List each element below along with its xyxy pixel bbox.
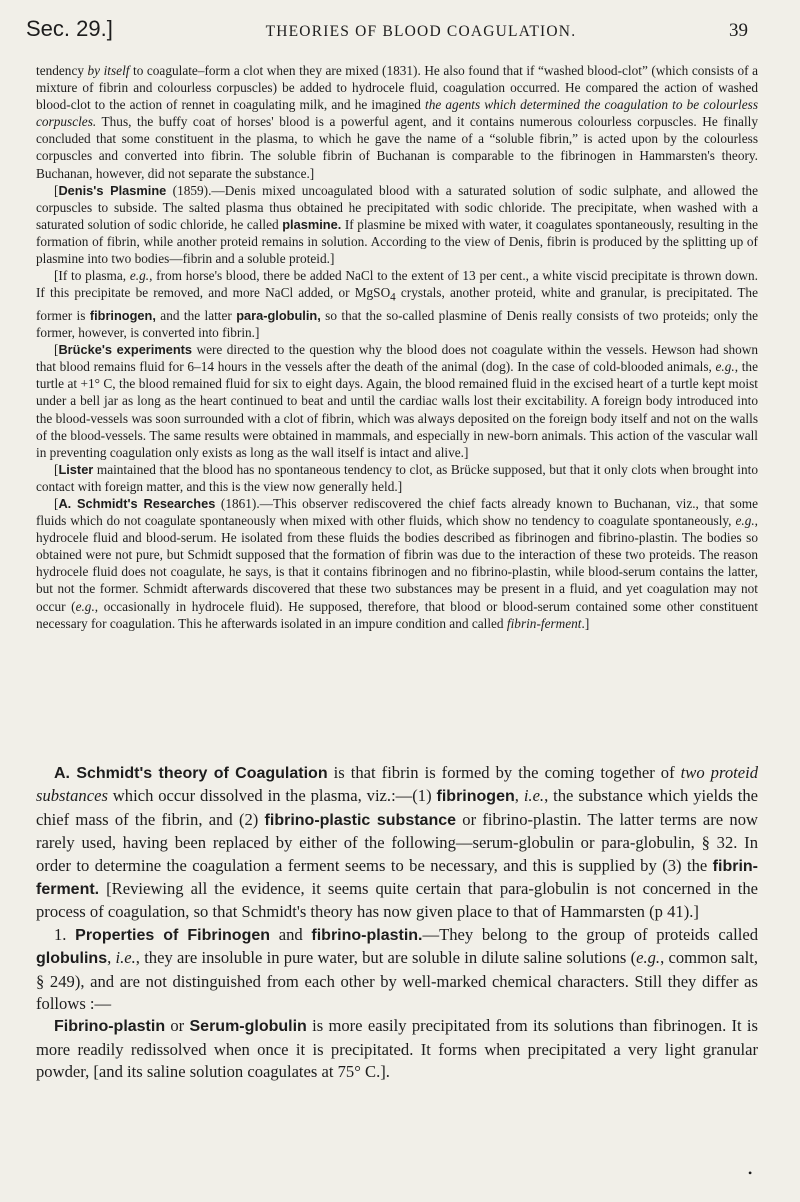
- page-mark: •: [748, 1166, 753, 1180]
- paragraph-properties-fibrinogen: 1. Properties of Fibrinogen and fibrino-plastin.—They belong to the group of proteids called globulins, i.e., they are insoluble in pure water, but are soluble in dilute saline solutions (e.g., common salt, § 249), and are not distinguished from each other by well-marked chemical characters. Still they differ as follows :—: [36, 924, 759, 1014]
- page-number: 39: [729, 20, 748, 41]
- paragraph-denis-plasmine: [Denis's Plasmine (1859).—Denis mixed uncoagulated blood with a saturated solution of sodic sulphate, and allowed the corpuscles to subside. The salted plasma thus obtained he precipitated with sodic chloride. The precipitate, when washed with a saturated solution of sodic chloride, he called plasmine. If plasmine be mixed with water, it coagulates spontaneously, resulting in the formation of fibrin, while another proteid remains in solution. According to the view of Denis, fibrin is produced by the splitting up of plasmine into two bodies—fibrin and a soluble proteid.]: [36, 182, 758, 267]
- section-label: Sec. 29.]: [26, 16, 113, 41]
- paragraph-fibrinogen-paraglobulin: [If to plasma, e.g., from horse's blood, there be added NaCl to the extent of 13 per cent., a white viscid precipitate is thrown down. If this precipitate be removed, and more NaCl added, or MgSO$_4$ crystals, another proteid, white and granular, is precipitated. The former is fibrinogen, and the latter para-globulin, so that the so-called plasmine of Denis really consists of two proteids; only the former, however, is converted into fibrin.]: [36, 268, 758, 341]
- paragraph-buchanan: tendency by itself to coagulate–form a clot when they are mixed (1831). He also found that if “washed blood-clot” (which consists of a mixture of fibrin and colourless corpuscles) be added to hydrocele fluid, coagulation occurred. He compared the action of washed blood-clot to the action of rennet in coagulating milk, and he imagined the agents which determined the coagulation to be colourless corpuscles. Thus, the buffy coat of horses' blood is a powerful agent, and it contains numerous colourless corpuscles. He finally concluded that some constituent in the plasma, to which he gave the name of a “soluble fibrin,” is acted upon by the colourless corpuscles and converted into fibrin. The soluble fibrin of Buchanan is comparable to the fibrinogen in Hammarsten's theory. Buchanan, however, did not separate the substance.]: [36, 63, 758, 181]
- large-print-body: [36, 762, 758, 1084]
- running-header: [26, 16, 748, 52]
- running-title: THEORIES OF BLOOD COAGULATION.: [265, 23, 577, 40]
- small-print-body: [36, 62, 758, 632]
- paragraph-fibrino-plastin: Fibrino-plastin or Serum-globulin is more easily precipitated from its solutions than fibrinogen. It is more readily redissolved when once it is precipitated. It forms when precipitated a very light granular powder, [and its saline solution coagulates at 75° C.].: [36, 1016, 758, 1082]
- paragraph-lister: [Lister maintained that the blood has no spontaneous tendency to clot, as Brücke supposed, but that it only clots when brought into contact with foreign matter, and this is the view now generally held.]: [36, 461, 758, 494]
- paragraph-brucke-experiments: [Brücke's experiments were directed to the question why the blood does not coagulate within the vessels. Hewson had shown that blood remains fluid for 6–14 hours in the vessels after the death of the animal (dog). In the case of cold-blooded animals, e.g., the turtle at +1° C, the blood remained fluid for six to eight days. Again, the blood remained fluid in the excised heart of a turtle kept moist under a bell jar as long as the heart continued to beat and until the cardiac walls lost their excitability. A foreign body introduced into the blood-vessels was soon surrounded with a clot of fibrin, which was always deposited on the foreign body itself and not on the walls of the blood-vessels. The same results were obtained in mammals, and especially in new-born animals. This action of the vascular wall in preventing coagulation only exists as long as the wall itself is intact and alive.]: [36, 342, 758, 460]
- paragraph-schmidt-researches: [A. Schmidt's Researches (1861).—This observer rediscovered the chief facts already known to Buchanan, viz., that some fluids which do not coagulate spontaneously when mixed with other fluids, which show no tendency to coagulate spontaneously, e.g., hydrocele fluid and blood-serum. He isolated from these fluids the bodies described as fibrinogen and fibrino-plastin. The bodies so obtained were not pure, but Schmidt supposed that the formation of fibrin was due to the interaction of these two proteids. The reason hydrocele fluid does not coagulate, he says, is that it contains fibrinogen and no fibrino-plastin, while blood-serum contains the latter, but not the former. Schmidt afterwards discovered that these two substances may be present in a fluid, and yet coagulation may not occur (e.g., occasionally in hydrocele fluid). He supposed, therefore, that blood or blood-serum contained some other constituent necessary for coagulation. This he afterwards isolated in an impure condition and called fibrin-ferment.]: [36, 496, 759, 631]
- paragraph-schmidt-theory: A. Schmidt's theory of Coagulation is that fibrin is formed by the coming together of two proteid substances which occur dissolved in the plasma, viz.:—(1) fibrinogen, i.e., the substance which yields the chief mass of the fibrin, and (2) fibrino-plastic substance or fibrino-plastin. The latter terms are now rarely used, having been replaced by either of the following—serum-globulin or para-globulin, § 32. In order to determine the coagulation a ferment seems to be necessary, and this is supplied by (3) the fibrin-ferment. [Reviewing all the evidence, it seems quite certain that para-globulin is not concerned in the process of coagulation, so that Schmidt's theory has now given place to that of Hammarsten (p 41).]: [36, 763, 759, 922]
